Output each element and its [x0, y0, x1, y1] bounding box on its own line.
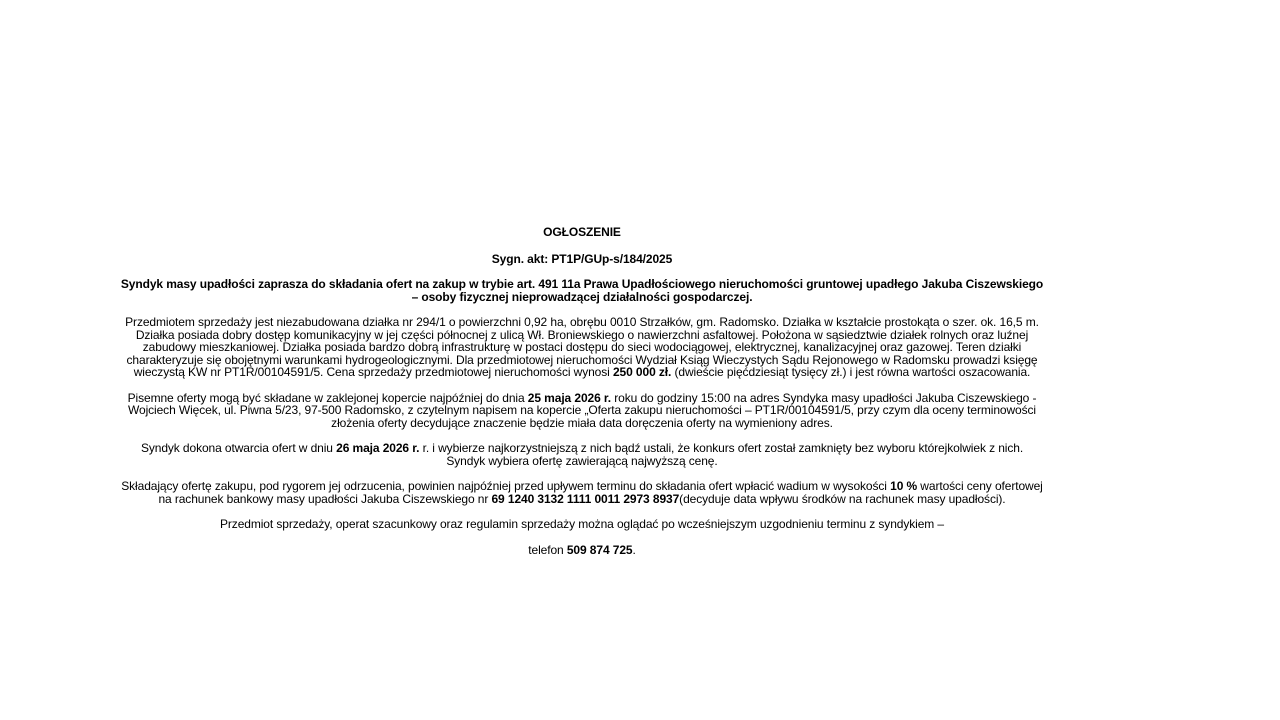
bank-account-number: 69 1240 3132 1111 0011 2973 8937	[491, 491, 680, 506]
case-number: Sygn. akt: PT1P/GUp-s/184/2025	[491, 251, 673, 266]
deposit-tail: (decyduje data wpływu środków na rachunek masy upadłości).	[679, 491, 1006, 506]
offer-opening-text: Syndyk dokona otwarcia ofert w dniu	[140, 441, 337, 455]
deposit-mid: wartości ceny ofertowej na rachunek bankowy masy upadłości Jakuba Ciszewskiego nr	[158, 479, 1043, 506]
lead-paragraph: Syndyk masy upadłości zaprasza do składania ofert na zakup w trybie art. 491 11a Prawa Upadłościowego nieruchomości gruntowej upadłego Jakuba Ciszewskiego – osoby fizycznej nieprowadzącej działalności gospodarczej.	[120, 277, 1044, 304]
offer-opening	[120, 442, 1044, 467]
deposit-text: Składający ofertę zakupu, pod rygorem jej odrzucenia, powinien najpóźniej przed upływem terminu do składania ofert wpłacić wadium w wysokości	[121, 479, 891, 493]
property-description	[120, 316, 1044, 379]
offer-opening-date: 26 maja 2026 r.	[336, 441, 420, 455]
offer-submission-tail: roku do godziny 15:00 na adres Syndyka masy upadłości Jakuba Ciszewskiego - Wojciech Więcek, ul. Piwna 5/23, 97-500 Radomsko, z czytelnym napisem na kopercie „Oferta zakupu nieruchomości – PT1R/00104591/5, przy czym dla oceny terminowości złożenia oferty decydujące znaczenie będzie miała data doręczenia oferty na wymieniony adres.	[127, 390, 1037, 430]
offer-opening-tail: r. i wybierze najkorzystniejszą z nich bądź ustali, że konkurs ofert został zamknięty bez wyboru którejkolwiek z nich. Syndyk wybiera ofertę zawierającą najwyższą cenę.	[419, 441, 1024, 468]
phone-prefix: telefon	[528, 542, 567, 557]
viewing-paragraph: Przedmiot sprzedaży, operat szacunkowy oraz regulamin sprzedaży można oglądać po wcześniejszym uzgodnieniu terminu z syndykiem –	[220, 517, 944, 531]
announcement-title: OGŁOSZENIE	[543, 225, 621, 239]
announcement	[120, 226, 1044, 569]
offer-submission-text: Pisemne oferty mogą być składane w zaklejonej kopercie najpóźniej do dnia	[127, 390, 528, 405]
phone-suffix: .	[632, 542, 636, 557]
deposit-paragraph	[120, 480, 1044, 505]
deposit-percent: 10 %	[890, 479, 918, 493]
property-description-text: Przedmiotem sprzedaży jest niezabudowana działka nr 294/1 o powierzchni 0,92 ha, obrębu 0010 Strzałków, gm. Radomsko. Działka w kształcie prostokąta o szer. ok. 16,5 m. Działka posiada dobry dostęp komunikacyjny w jej części północnej z ulicą Wł. Broniewskiego o nawierzchni asfaltowej. Położona w sąsiedztwie działek rolnych oraz luźnej zabudowy mieszkaniowej. Działka posiada bardzo dobrą infrastrukturę w postaci dostępu do sieci wodociągowej, elektrycznej, kanalizacyjnej oraz gazowej. Teren działki charakteryzuje się obojętnymi warunkami hydrogeologicznymi. Dla przedmiotowej nieruchomości Wydział Ksiąg Wieczystych Sądu Rejonowego w Radomsku prowadzi księgę wieczystą KW nr PT1R/00104591/5. Cena sprzedaży przedmiotowej nieruchomości wynosi	[125, 315, 1039, 379]
phone-number: 509 874 725	[566, 542, 633, 557]
property-description-tail: (dwieście pięćdziesiąt tysięcy zł.) i jest równa wartości oszacowania.	[671, 365, 1031, 379]
sale-price: 250 000 zł.	[612, 365, 672, 379]
offer-submission	[120, 392, 1044, 430]
phone-line	[120, 544, 1044, 557]
offer-deadline-date: 25 maja 2026 r.	[527, 390, 612, 405]
